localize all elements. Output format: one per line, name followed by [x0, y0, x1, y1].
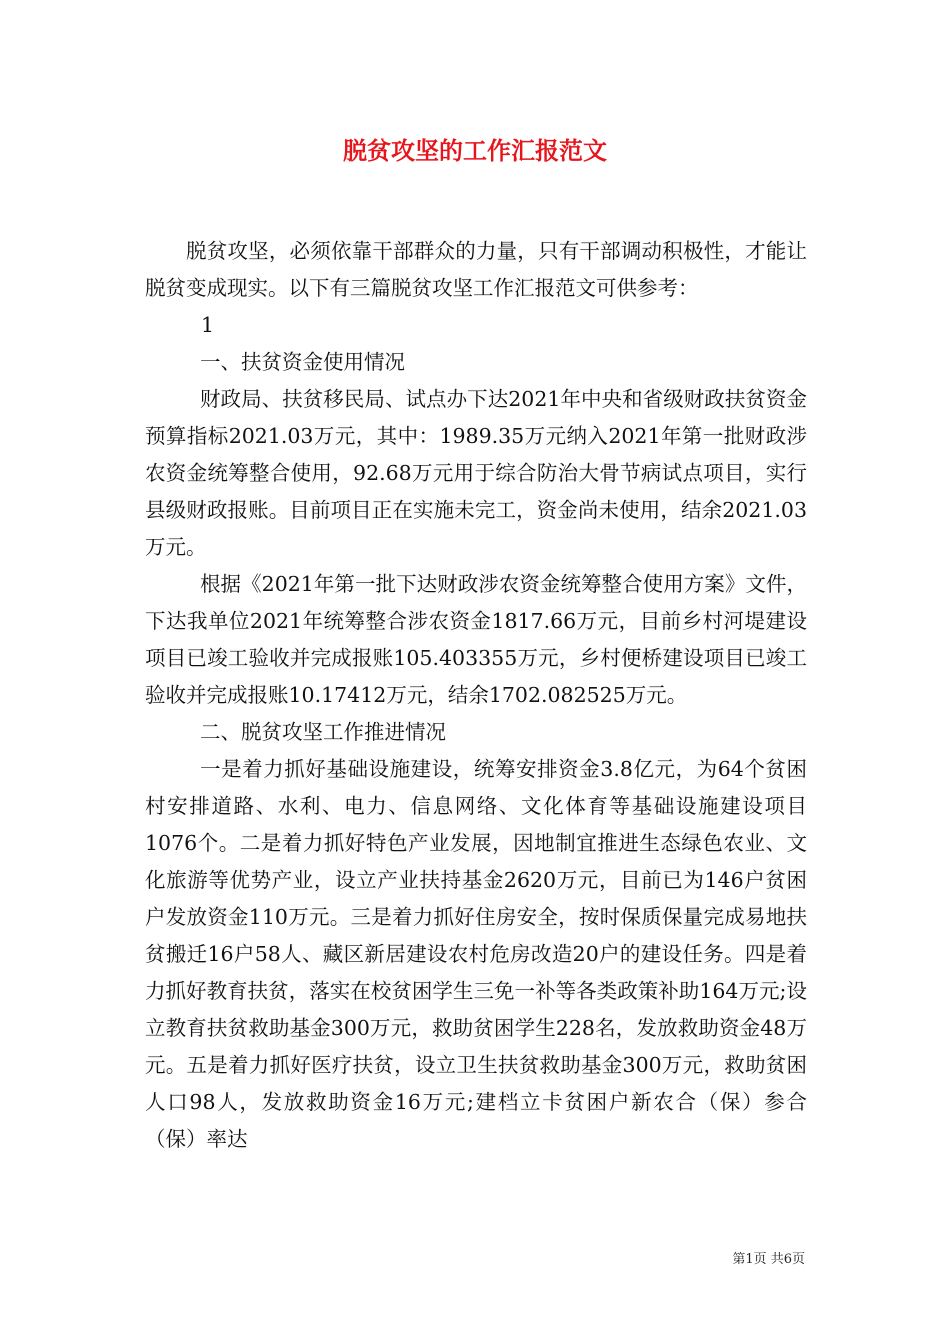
- paragraph-funds-integration: 根据《2021年第一批下达财政涉农资金统筹整合使用方案》文件，下达我单位2021年统筹整合涉农资金1817.66万元，目前乡村河堤建设项目已竣工验收并完成报账105.403355万元，乡村便桥建设项目已竣工验收并完成报账10.17412万元，结余1702.082525万元。: [145, 572, 807, 707]
- section-heading-funds: 一、扶贫资金使用情况: [200, 350, 405, 374]
- document-title: 脱贫攻坚的工作汇报范文: [343, 136, 607, 165]
- paragraph-progress: 一是着力抓好基础设施建设，统筹安排资金3.8亿元，为64个贫困村安排道路、水利、电力、信息网络、文化体育等基础设施建设项目1076个。二是着力抓好特色产业发展，因地制宜推进生态绿色农业、文化旅游等优势产业，设立产业扶持基金2620万元，目前已为146户贫困户发放资金110万元。三是着力抓好住房安全，按时保质保量完成易地扶贫搬迁16户58人、藏区新居建设农村危房改造20户的建设任务。四是着力抓好教育扶贫，落实在校贫困学生三免一补等各类政策补助164万元;设立教育扶贫救助基金300万元，救助贫困学生228名，发放救助资金48万元。五是着力抓好医疗扶贫，设立卫生扶贫救助基金300万元，救助贫困人口98人，发放救助资金16万元;建档立卡贫困户新农合（保）参合（保）率达: [145, 757, 807, 1151]
- intro-paragraph: 脱贫攻坚，必须依靠干部群众的力量，只有干部调动积极性，才能让脱贫变成现实。以下有三篇脱贫攻坚工作汇报范文可供参考：: [145, 239, 807, 300]
- document-body: [145, 233, 807, 1158]
- page-footer: 第1页 共6页: [732, 1252, 805, 1267]
- section-number: 1: [201, 313, 215, 337]
- section-heading-progress: 二、脱贫攻坚工作推进情况: [200, 720, 446, 744]
- paragraph-funds-budget: 财政局、扶贫移民局、试点办下达2021年中央和省级财政扶贫资金预算指标2021.03万元，其中：1989.35万元纳入2021年第一批财政涉农资金统筹整合使用，92.68万元用于综合防治大骨节病试点项目，实行县级财政报账。目前项目正在实施未完工，资金尚未使用，结余2021.03万元。: [145, 387, 807, 559]
